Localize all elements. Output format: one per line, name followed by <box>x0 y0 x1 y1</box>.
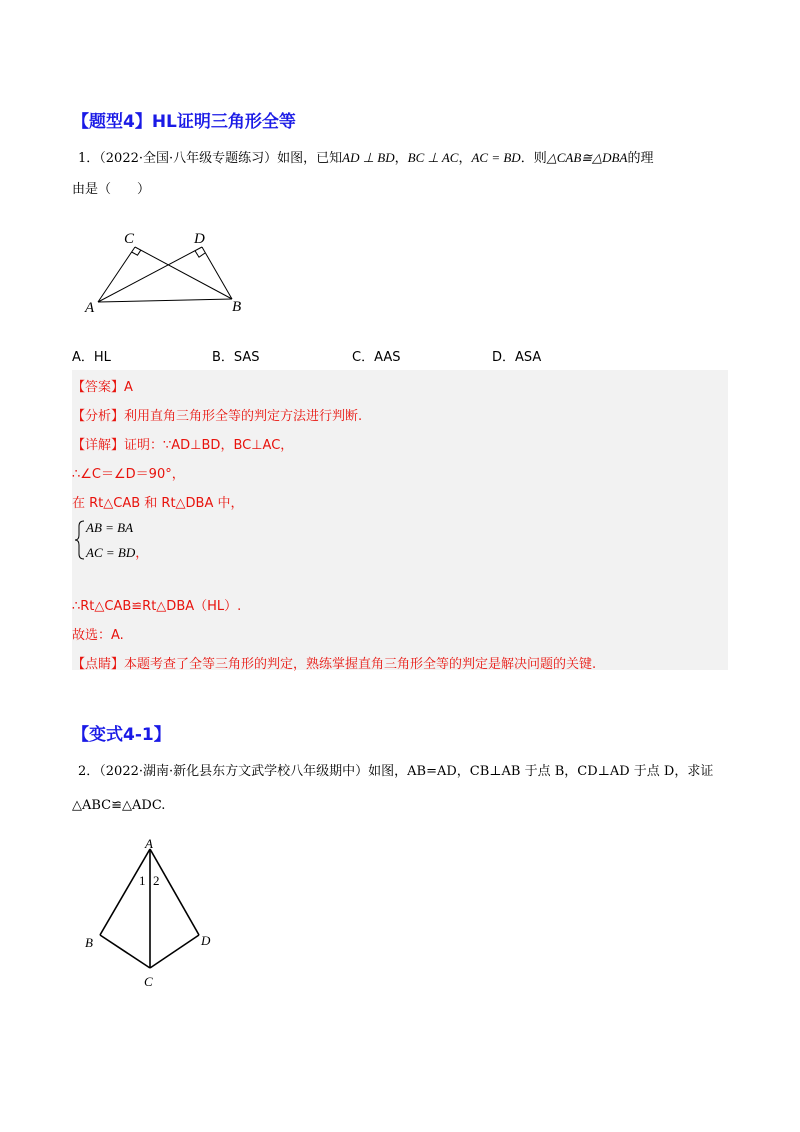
comment-line <box>72 653 596 672</box>
label-d: D <box>201 933 211 948</box>
question-1-line1 <box>78 148 653 169</box>
answer-panel <box>72 370 728 670</box>
figure-1-triangles <box>80 225 260 320</box>
separator: ， <box>394 151 408 166</box>
angle-label-2: 2 <box>153 873 160 888</box>
text-connector: ．则 <box>520 151 547 166</box>
question-number: 2． <box>78 764 100 779</box>
analysis-line: 【分析】利用直角三角形全等的判定方法进行判断. <box>72 409 363 424</box>
question-2-text: （2022·湖南·新化县东方文武学校八年级期中）如图，AB=AD，CB⊥AB 于点 B，CD⊥AD 于点 D，求证 <box>99 764 714 779</box>
congruence-statement: △CAB≅△DBA <box>546 150 628 165</box>
detail-tag: 【详解】 <box>72 438 125 453</box>
condition-2: BC ⊥ AC <box>407 150 459 165</box>
option-a[interactable]: A．HL <box>72 350 111 365</box>
question-1-line2: 由是（ ） <box>72 182 151 197</box>
question-2-line1 <box>78 762 713 782</box>
question-number: 1． <box>78 151 100 166</box>
section-heading-type4: 【题型4】HL证明三角形全等 <box>72 112 296 132</box>
comment-tag: 【点睛】 <box>72 657 125 672</box>
system-line-2: AC = BD <box>86 545 136 560</box>
figure-2-kite <box>80 835 240 995</box>
detail-text: 证明：∵AD⊥BD，BC⊥AC， <box>124 438 294 453</box>
step-1: ∴∠C＝∠D＝90°， <box>72 467 185 482</box>
step-4: 故选：A. <box>72 628 124 643</box>
condition-1: AD ⊥ BD <box>342 150 395 165</box>
label-a: A <box>85 300 95 316</box>
segment-ad <box>150 849 199 935</box>
condition-3: AC = BD <box>471 150 521 165</box>
step-3: ∴Rt△CAB≌Rt△DBA（HL）. <box>72 599 242 614</box>
question-2-line2: △ABC≌△ADC. <box>72 798 166 813</box>
separator: ， <box>458 151 472 166</box>
label-a: A <box>145 836 153 851</box>
brace-icon <box>74 520 86 560</box>
system-line-1: AB = BA <box>86 520 134 535</box>
angle-label-1: 1 <box>139 873 146 888</box>
option-d[interactable]: D．ASA <box>492 350 542 365</box>
system-line-2-wrap <box>86 542 148 561</box>
segment-dc <box>150 935 199 968</box>
section-heading-variant-4-1: 【变式4-1】 <box>72 725 171 745</box>
right-angle-mark-d <box>195 251 205 258</box>
label-c: C <box>124 231 135 247</box>
segment-ac <box>98 247 135 302</box>
segment-ab <box>98 299 232 302</box>
step-2: 在 Rt△CAB 和 Rt△DBA 中， <box>72 496 244 511</box>
label-b: B <box>232 299 242 315</box>
option-c[interactable]: C．AAS <box>352 350 401 365</box>
option-b[interactable]: B．SAS <box>212 350 260 365</box>
answer-line: 【答案】A <box>72 380 133 395</box>
system-comma: ， <box>135 546 149 561</box>
segment-bc <box>100 935 150 968</box>
label-b: B <box>85 935 93 950</box>
label-c: C <box>144 974 153 989</box>
comment-text: 本题考查了全等三角形的判定，熟练掌握直角三角形全等的判定是解决问题的关键. <box>124 657 597 672</box>
detail-line <box>72 434 293 453</box>
segment-ab <box>100 849 150 935</box>
text-tail: 的理 <box>627 151 654 166</box>
question-source: （2022·全国·八年级专题练习）如图，已知 <box>99 151 343 166</box>
label-d: D <box>194 231 205 247</box>
